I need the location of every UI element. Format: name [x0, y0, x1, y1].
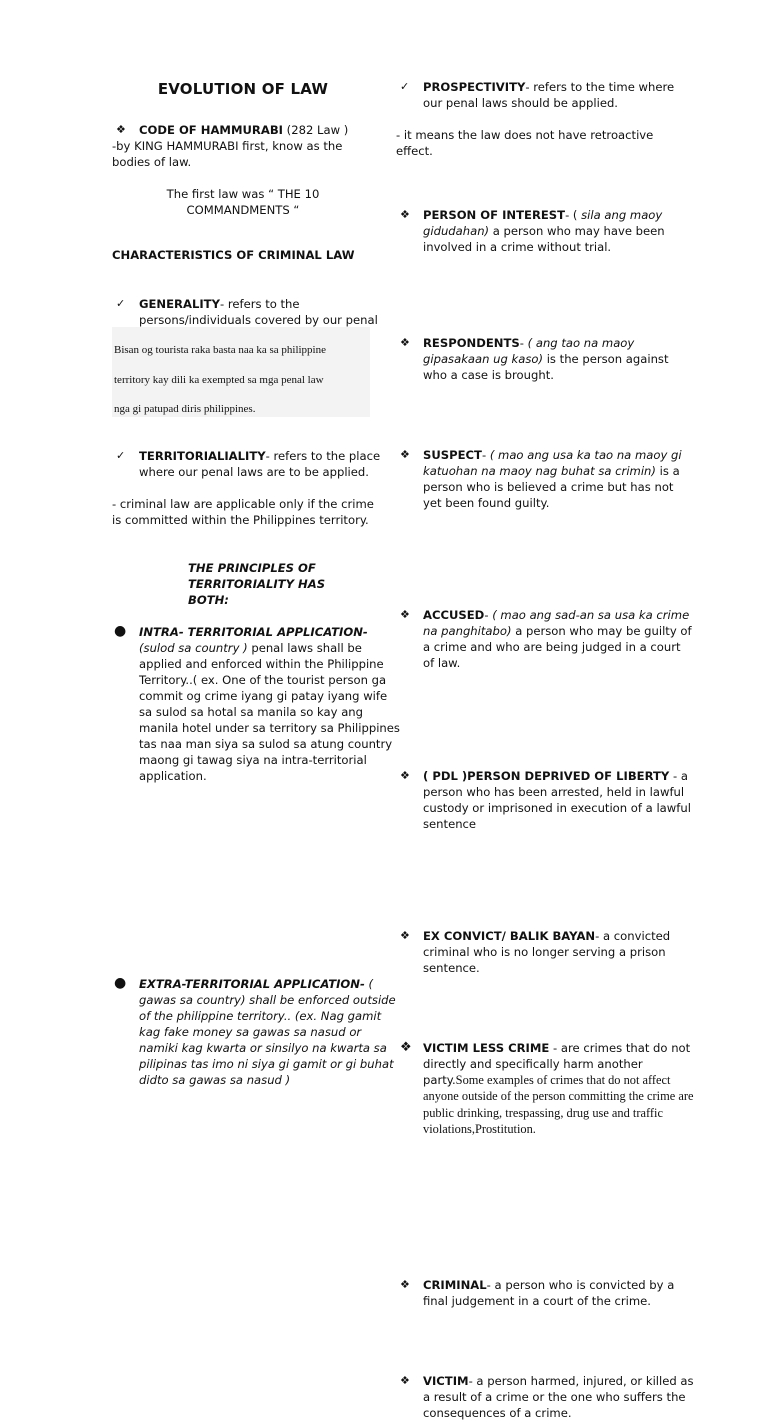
territoriality-text: - refers to the place where our penal laws are to be applied.	[139, 449, 381, 479]
extra-text: ( gawas sa country) shall be enforced outside of the philippine territory.. (ex. Nag gamit kag fake money sa gawas sa nasud or namiki kag kwarta or sinsilyo na kwarta sa pilipinas tas imo ni siya gi gamit or gi buhat didto sa gawas sa nasud )	[139, 977, 396, 1087]
checkmark-icon: ✓	[400, 80, 410, 93]
prospectivity-head: PROSPECTIVITY	[423, 80, 526, 94]
quote-box	[112, 327, 370, 417]
victimless-serif: Some examples of crimes that do not affect anyone outside of the person committing the crime are public drinking, trespassing, drug use and traffic violations,Prostitution.	[423, 1073, 694, 1137]
ex-convict-head: EX CONVICT/ BALIK BAYAN	[423, 929, 596, 943]
pdl-head: ( PDL )PERSON DEPRIVED OF LIBERTY	[423, 769, 670, 783]
diamond-bullet-icon: ❖	[400, 1373, 410, 1387]
victimless-text: - are crimes that do not directly and specifically harm another party.	[423, 1041, 691, 1087]
filled-dot-icon: ●	[114, 975, 127, 991]
territoriality-item	[112, 448, 401, 480]
respondents-paren: ( ang tao na maoy gipasakaan ug kaso)	[423, 336, 635, 366]
diamond-bullet-icon: ❖	[400, 929, 410, 942]
intra-head: INTRA- TERRITORIAL APPLICATION-	[139, 625, 368, 639]
territoriality-note: - criminal law are applicable only if the crime is committed within the Philippines territory.	[112, 497, 374, 527]
intra-text: penal laws shall be applied and enforced within the Philippine Territory..( ex. One of the tourist person ga commit og crime iyang gi patay iyang wife sa sulod sa hotal sa manila so kay ang manila hotel under sa territory sa Philippines tas naa man siya sa sulod sa atung country maong gi tawag siya na intra-territorial application.	[139, 641, 400, 783]
suspect-paren: ( mao ang usa ka tao na maoy gi katuohan na maoy nag buhat sa crimin)	[423, 448, 682, 478]
respondents-text: is the person against who a case is brought.	[423, 352, 669, 382]
prospectivity-item	[396, 79, 695, 111]
generality-text: - refers to the persons/individuals covered by our penal	[139, 297, 378, 327]
hammurabi-head: CODE OF HAMMURABI	[139, 123, 283, 137]
accused-head: ACCUSED	[423, 608, 485, 622]
intra-paren: (sulod sa country )	[139, 641, 248, 655]
diamond-bullet-icon: ❖	[116, 123, 126, 136]
suspect-head: SUSPECT	[423, 448, 482, 462]
suspect-item	[396, 447, 695, 511]
accused-paren: ( mao ang sad-an sa usa ka crime na panghitabo)	[423, 608, 690, 638]
prospectivity-note: - it means the law does not have retroactive effect.	[396, 128, 654, 158]
diamond-bullet-icon: ❖	[400, 1040, 412, 1055]
respondents-head: RESPONDENTS	[423, 336, 520, 350]
criminal-head: CRIMINAL	[423, 1277, 487, 1292]
poi-text: a person who may have been involved in a crime without trial.	[423, 224, 665, 254]
diamond-bullet-icon: ❖	[400, 336, 410, 349]
person-of-interest-item	[396, 207, 695, 255]
hammurabi-paren: (282 Law )	[282, 123, 349, 137]
diamond-bullet-icon: ❖	[400, 448, 410, 461]
suspect-dash: -	[481, 448, 490, 462]
principles-heading-text: THE PRINCIPLES OF TERRITORIALITY HAS BOTH:	[188, 561, 326, 607]
poi-dash: - (	[565, 208, 582, 222]
victimless-head: VICTIM LESS CRIME	[423, 1041, 550, 1055]
principles-heading	[112, 560, 374, 608]
diamond-bullet-icon: ❖	[400, 1277, 410, 1291]
accused-item	[396, 607, 695, 671]
pdl-text: - a person who has been arrested, held in lawful custody or imprisoned in execution of a lawful sentence	[423, 769, 691, 831]
characteristics-heading: CHARACTERISTICS OF CRIMINAL LAW	[112, 248, 355, 262]
quote-line-1: Bisan og tourista raka basta naa ka sa philippine	[114, 344, 326, 356]
victim-text: - a person harmed, injured, or killed as a result of a crime or the one who suffers the consequences of a crime.	[423, 1373, 694, 1420]
generality-head: GENERALITY	[139, 297, 220, 311]
diamond-bullet-icon: ❖	[400, 769, 410, 782]
respondents-dash: -	[519, 336, 528, 350]
extra-head: EXTRA-TERRITORIAL APPLICATION-	[139, 977, 365, 991]
accused-text: a person who may be guilty of a crime and who are being judged in a court of law.	[423, 624, 692, 670]
victimless-item	[396, 1040, 695, 1138]
first-law-text: The first law was “ THE 10 COMMANDMENTS “	[166, 187, 320, 217]
accused-dash: -	[484, 608, 493, 622]
suspect-text: is a person who is believed a crime but has not yet been found guilty.	[423, 464, 680, 510]
diamond-bullet-icon: ❖	[400, 208, 410, 221]
poi-paren: sila ang maoy gidudahan)	[423, 208, 663, 238]
ex-convict-item	[396, 928, 695, 976]
criminal-item	[396, 1277, 695, 1309]
page-title: EVOLUTION OF LAW	[157, 80, 329, 98]
checkmark-icon: ✓	[116, 449, 126, 462]
quote-line-3: nga gi patupad diris philippines.	[114, 403, 256, 415]
ex-convict-text: - a convicted criminal who is no longer serving a prison sentence.	[423, 929, 671, 975]
criminal-text: - a person who is convicted by a final judgement in a court of the crime.	[423, 1277, 675, 1308]
intra-item	[112, 624, 401, 784]
pdl-item	[396, 768, 695, 832]
territoriality-head: TERRITORIALIALITY	[139, 449, 266, 463]
respondents-item	[396, 335, 695, 383]
checkmark-icon: ✓	[116, 297, 126, 310]
quote-line-2: territory kay dili ka exempted sa mga penal law	[114, 374, 324, 386]
victim-item	[396, 1373, 695, 1421]
hammurabi-line2: -by KING HAMMURABI first, know as the bodies of law.	[112, 139, 343, 169]
prospectivity-text: - refers to the time where our penal laws should be applied.	[423, 80, 675, 110]
extra-item	[112, 976, 401, 1088]
right-column	[396, 0, 694, 1420]
victim-head: VICTIM	[423, 1373, 469, 1388]
poi-head: PERSON OF INTEREST	[423, 208, 566, 222]
diamond-bullet-icon: ❖	[400, 608, 410, 621]
filled-dot-icon: ●	[114, 623, 127, 639]
